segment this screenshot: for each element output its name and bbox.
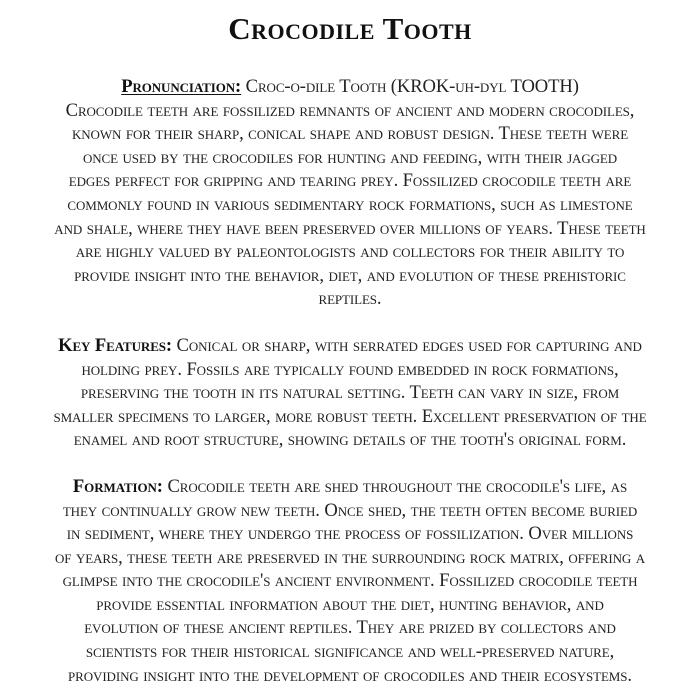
formation-line: of years, these teeth are preserved in the surrounding rock matrix, offering a xyxy=(55,546,645,568)
page-title: Crocodile Tooth xyxy=(228,11,472,46)
intro-line: are highly valued by paleontologists and collectors for their ability to xyxy=(75,241,625,263)
formation-text: Crocodile teeth are shed throughout the crocodile's life, as xyxy=(162,475,628,497)
key-features-label: Key Features: xyxy=(58,334,172,356)
intro-line: reptiles. xyxy=(318,288,382,310)
formation-label: Formation: xyxy=(72,475,163,497)
pronunciation-line xyxy=(6,75,694,99)
key-features-line: smaller specimens to larger, more robust teeth. Excellent preservation of the xyxy=(53,405,647,427)
formation-line: they continually grow new teeth. Once shed, the teeth often become buried xyxy=(62,499,638,521)
key-features-line: preserving the tooth in its natural setting. Teeth can vary in size, from xyxy=(80,382,620,404)
formation-line: glimpse into the crocodile's ancient environment. Fossilized crocodile teeth xyxy=(62,570,638,592)
formation-line: evolution of these ancient reptiles. They are prized by collectors and xyxy=(84,617,616,639)
formation-line: in sediment, where they undergo the process of fossilization. Over millions xyxy=(66,523,634,545)
pronunciation-value: Croc-o-dile Tooth (KROK-uh-dyl TOOTH) xyxy=(241,76,579,97)
formation-line: provide essential information about the diet, hunting behavior, and xyxy=(96,593,604,615)
formation-section xyxy=(6,475,694,687)
intro-line: and shale, where they have been preserved over millions of years. These teeth xyxy=(54,217,646,239)
pronunciation-label: Pronunciation: xyxy=(121,76,242,97)
key-features-section xyxy=(6,334,694,452)
key-features-first-line xyxy=(6,334,694,358)
intro-line: commonly found in various sedimentary rock formations, such as limestone xyxy=(67,193,633,215)
key-features-line: enamel and root structure, showing details of the tooth's original form. xyxy=(73,429,627,451)
intro-line: known for their sharp, conical shape and robust design. These teeth were xyxy=(71,123,629,145)
intro-line: provide insight into the behavior, diet, and evolution of these prehistoric xyxy=(74,264,626,286)
formation-first-line xyxy=(6,475,694,499)
intro-line: once used by the crocodiles for hunting and feeding, with their jagged xyxy=(82,146,618,168)
key-features-line: holding prey. Fossils are typically found embedded in rock formations, xyxy=(81,358,619,380)
intro-line: Crocodile teeth are fossilized remnants of ancient and modern crocodiles, xyxy=(65,99,635,121)
intro-line: edges perfect for gripping and tearing prey. Fossilized crocodile teeth are xyxy=(68,170,632,192)
pronunciation-section xyxy=(6,75,694,311)
formation-line: providing insight into the development of crocodiles and their ecosystems. xyxy=(68,664,632,686)
formation-line: scientists for their historical significance and well-preserved nature, xyxy=(85,641,615,663)
key-features-text: Conical or sharp, with serrated edges used for capturing and xyxy=(172,334,642,356)
